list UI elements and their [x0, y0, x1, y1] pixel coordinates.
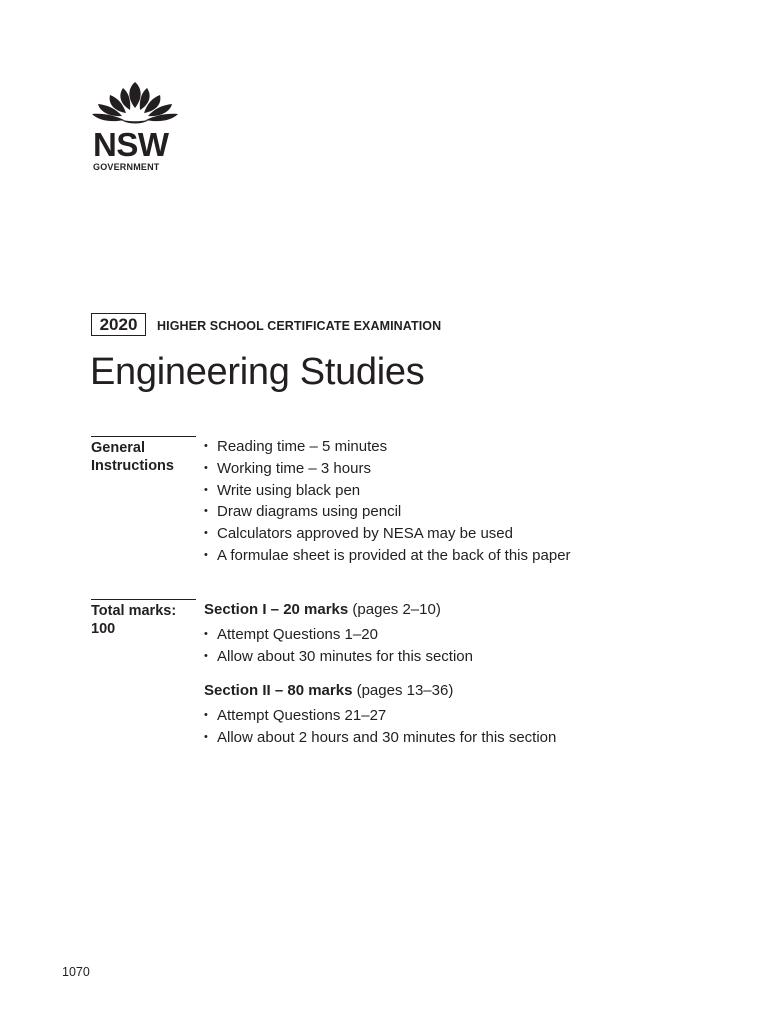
general-label-line2: Instructions — [91, 458, 174, 474]
total-label-line1: Total marks: — [91, 603, 177, 619]
list-item: • Allow about 2 hours and 30 minutes for this section — [204, 727, 556, 749]
list-item: • Draw diagrams using pencil — [204, 501, 571, 523]
total-marks-heading — [91, 599, 196, 638]
general-instructions-list — [204, 436, 571, 567]
section-1-list — [204, 624, 473, 668]
list-item: • A formulae sheet is provided at the back of this paper — [204, 545, 571, 567]
section-2-title: Section II – 80 marks — [204, 682, 353, 699]
page-title: Engineering Studies — [90, 351, 425, 393]
list-item: • Calculators approved by NESA may be used — [204, 523, 571, 545]
list-item: • Attempt Questions 1–20 — [204, 624, 473, 646]
general-instructions-heading — [91, 436, 196, 475]
logo-subtext: GOVERNMENT — [93, 162, 160, 172]
paper-code: 1070 — [62, 965, 90, 979]
total-label-line2: 100 — [91, 621, 116, 637]
section-1-heading — [204, 601, 441, 618]
exam-year-badge: 2020 — [91, 313, 146, 336]
list-item: • Attempt Questions 21–27 — [204, 705, 556, 727]
general-label-line1: General — [91, 440, 145, 456]
logo-wordmark: NSW — [93, 126, 169, 163]
list-item: • Write using black pen — [204, 480, 571, 502]
section-2-pages: (pages 13–36) — [356, 682, 454, 699]
section-1-pages: (pages 2–10) — [352, 601, 441, 618]
exam-type-label: HIGHER SCHOOL CERTIFICATE EXAMINATION — [157, 319, 442, 333]
section-1-title: Section I – 20 marks — [204, 601, 349, 618]
nsw-waratah-logo-icon — [90, 82, 180, 128]
list-item: • Allow about 30 minutes for this section — [204, 646, 473, 668]
list-item: • Reading time – 5 minutes — [204, 436, 571, 458]
section-2-heading — [204, 682, 453, 699]
section-2-list — [204, 705, 556, 749]
list-item: • Working time – 3 hours — [204, 458, 571, 480]
